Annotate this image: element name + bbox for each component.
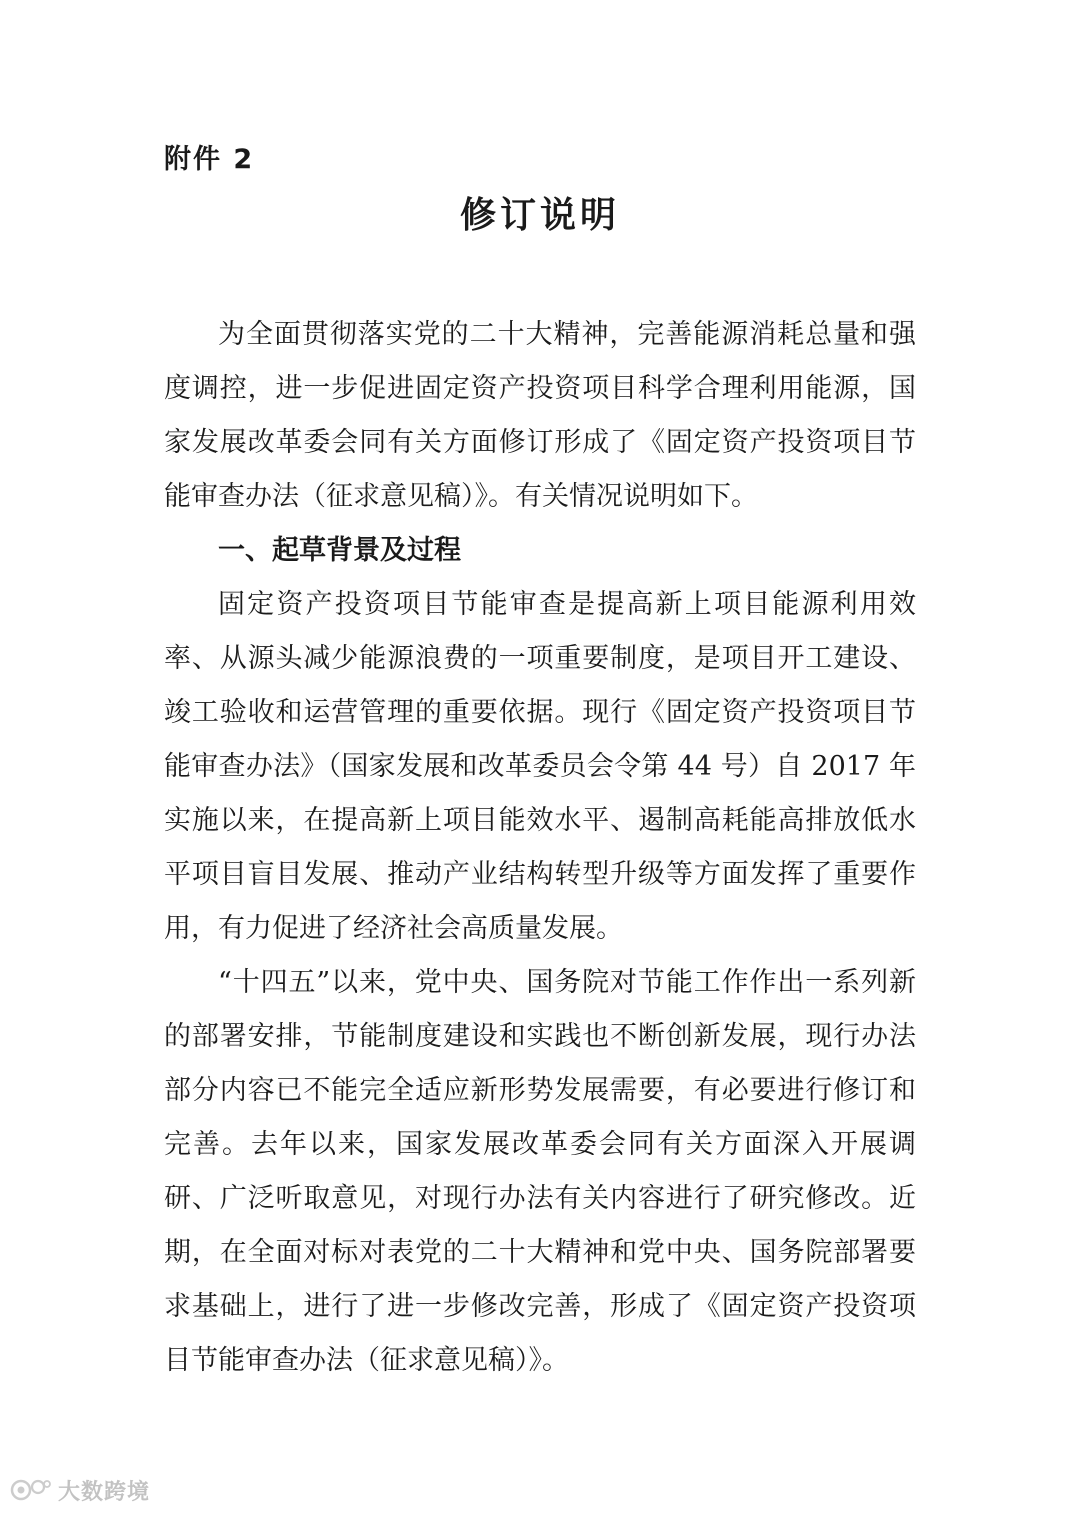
section-paragraph-1: 固定资产投资项目节能审查是提高新上项目能源利用效率、从源头减少能源浪费的一项重要制度，是项目开工建设、竣工验收和运营管理的重要依据。现行《固定资产投资项目节能审查办法》（国家发展和改革委员会令第 44 号）自 2017 年实施以来，在提高新上项目能效水平、遏制高耗能高排放低水平项目盲目发展、推动产业结构转型升级等方面发挥了重要作用，有力促进了经济社会高质量发展。 (164, 589, 916, 944)
attachment-label: 附件 2 (164, 144, 255, 175)
section-paragraph-2: “十四五”以来，党中央、国务院对节能工作作出一系列新的部署安排，节能制度建设和实践也不断创新发展，现行办法部分内容已不能完全适应新形势发展需要，有必要进行修订和完善。去年以来，国家发展改革委会同有关方面深入开展调研、广泛听取意见，对现行办法有关内容进行了研究修改。近期，在全面对标对表党的二十大精神和党中央、国务院部署要求基础上，进行了进一步修改完善，形成了《固定资产投资项目节能审查办法（征求意见稿）》。 (164, 967, 916, 1376)
watermark (10, 1470, 150, 1510)
intro-paragraph: 为全面贯彻落实党的二十大精神，完善能源消耗总量和强度调控，进一步促进固定资产投资项目科学合理利用能源，国家发展改革委会同有关方面修订形成了《固定资产投资项目节能审查办法（征求意见稿）》。有关情况说明如下。 (164, 319, 916, 512)
section-heading: 一、起草背景及过程 (218, 535, 461, 566)
watermark-text: 大数跨境 (58, 1479, 151, 1505)
document-body (164, 308, 916, 1388)
brand-logo-icon (10, 1475, 52, 1505)
document-title: 修订说明 (459, 195, 620, 236)
